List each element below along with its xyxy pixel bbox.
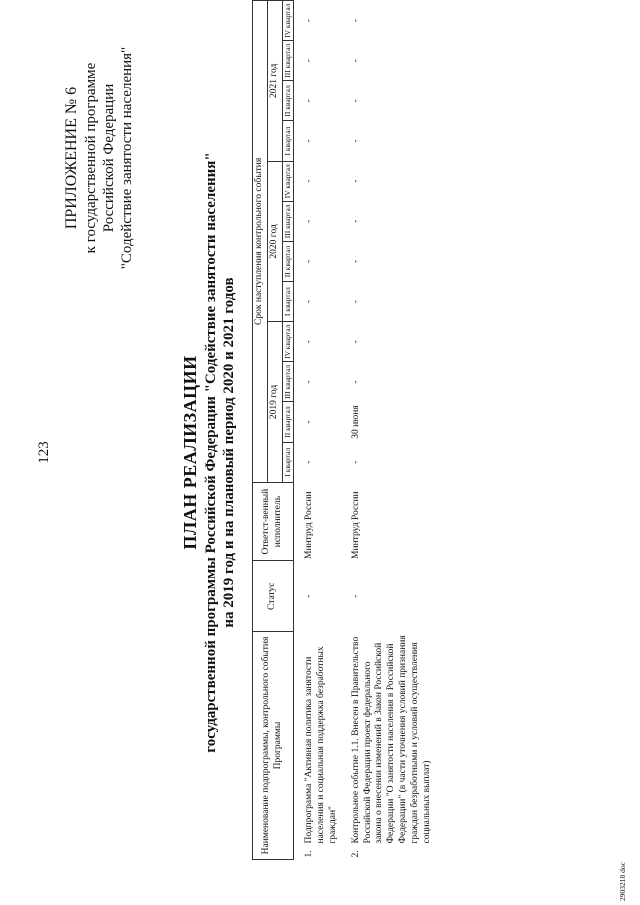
header-quarter: IV квартал	[282, 161, 293, 201]
row-quarter-cell: -	[304, 460, 314, 464]
row-quarter-cell: -	[304, 340, 314, 344]
heading-title: ПЛАН РЕАЛИЗАЦИИ	[180, 355, 200, 550]
header-quarter: III квартал	[282, 201, 293, 241]
row-name: Контрольное событие 1.1. Внесен в Правительство Российской Федерации проект федерального закона о внесении изменений в Закон Российской Федерации "О занятости населения в Российской Федерации" (в части уточнения условий признания граждан безработными и условий осуществления социальных выплат)	[350, 635, 432, 844]
header-status: Статус	[253, 561, 294, 632]
row-number: 2.	[350, 850, 361, 858]
header-quarter: II квартал	[282, 402, 293, 442]
header-responsible: Ответст-венный исполнитель	[253, 482, 294, 561]
header-name: Наименование подпрограммы, контрольного события Программы	[253, 632, 294, 860]
header-year-2020: 2020 год	[267, 161, 282, 322]
appendix-block	[62, 28, 136, 288]
row-quarter-cell: -	[304, 139, 314, 143]
header-deadline: Срок наступления контрольного события	[253, 1, 268, 483]
header-quarter: III квартал	[282, 362, 293, 402]
row-number: 1.	[304, 850, 314, 858]
row-quarter-cell: -	[350, 59, 361, 63]
page-number: 123	[36, 441, 52, 464]
row-quarter-cell: -	[304, 219, 314, 223]
header-quarter: II квартал	[282, 81, 293, 121]
row-name: Подпрограмма "Активная политика занятости населения и социальная поддержка безработных граждан"	[304, 646, 338, 844]
row-quarter-cell: -	[350, 219, 361, 223]
row-quarter-cell: -	[350, 300, 361, 304]
footer-document-code: 2903218 doc	[618, 862, 627, 901]
header-year-2021: 2021 год	[267, 1, 282, 162]
row-responsible: Минтруд России	[350, 491, 361, 559]
heading-period: на 2019 год и на плановый период 2020 и 2021 годов	[220, 277, 237, 628]
row-name-cell	[341, 632, 435, 860]
row-quarter-cell: -	[350, 340, 361, 344]
header-quarter: I квартал	[282, 442, 293, 482]
row-quarter-cell: -	[304, 420, 314, 424]
row-responsible: Минтруд России	[304, 491, 314, 559]
header-quarter: I квартал	[282, 282, 293, 322]
plan-table-body	[294, 1, 435, 860]
row-quarter-cell: -	[350, 380, 361, 384]
row-quarter-cell: -	[350, 19, 361, 23]
header-quarter: IV квартал	[282, 1, 293, 41]
row-quarter-cell: -	[350, 259, 361, 264]
row-name-cell	[294, 632, 341, 860]
header-quarter: IV квартал	[282, 322, 293, 362]
row-quarter-cell: -	[304, 59, 314, 63]
row-quarter-cell: -	[304, 179, 314, 183]
header-quarter: III квартал	[282, 41, 293, 81]
row-status: -	[350, 594, 361, 598]
header-year-2019: 2019 год	[267, 322, 282, 483]
appendix-line-1: к государственной программе	[82, 62, 99, 254]
row-quarter-cell: -	[304, 380, 314, 384]
row-quarter-cell: -	[350, 179, 361, 183]
header-quarter: I квартал	[282, 121, 293, 161]
row-quarter-cell: -	[350, 139, 361, 143]
row-quarter-cell: -	[304, 19, 314, 23]
table-row	[341, 1, 435, 860]
row-quarter-cell: -	[350, 460, 361, 464]
heading-subtitle: государственной программы Российской Федерации "Содействие занятости населения"	[202, 152, 219, 753]
row-quarter-cell: -	[304, 99, 314, 103]
row-quarter-cell: 30 июня	[350, 405, 361, 439]
plan-table	[252, 0, 435, 860]
table-row	[294, 1, 341, 860]
appendix-title: ПРИЛОЖЕНИЕ № 6	[63, 86, 80, 230]
appendix-line-2: Российской Федерации	[100, 83, 117, 233]
appendix-line-3: "Содействие занятости населения"	[119, 46, 136, 270]
document-heading	[180, 0, 238, 905]
header-quarter: II квартал	[282, 241, 293, 281]
row-quarter-cell: -	[304, 300, 314, 304]
row-quarter-cell: -	[350, 99, 361, 103]
row-status: -	[304, 594, 314, 598]
row-quarter-cell: -	[304, 259, 314, 264]
